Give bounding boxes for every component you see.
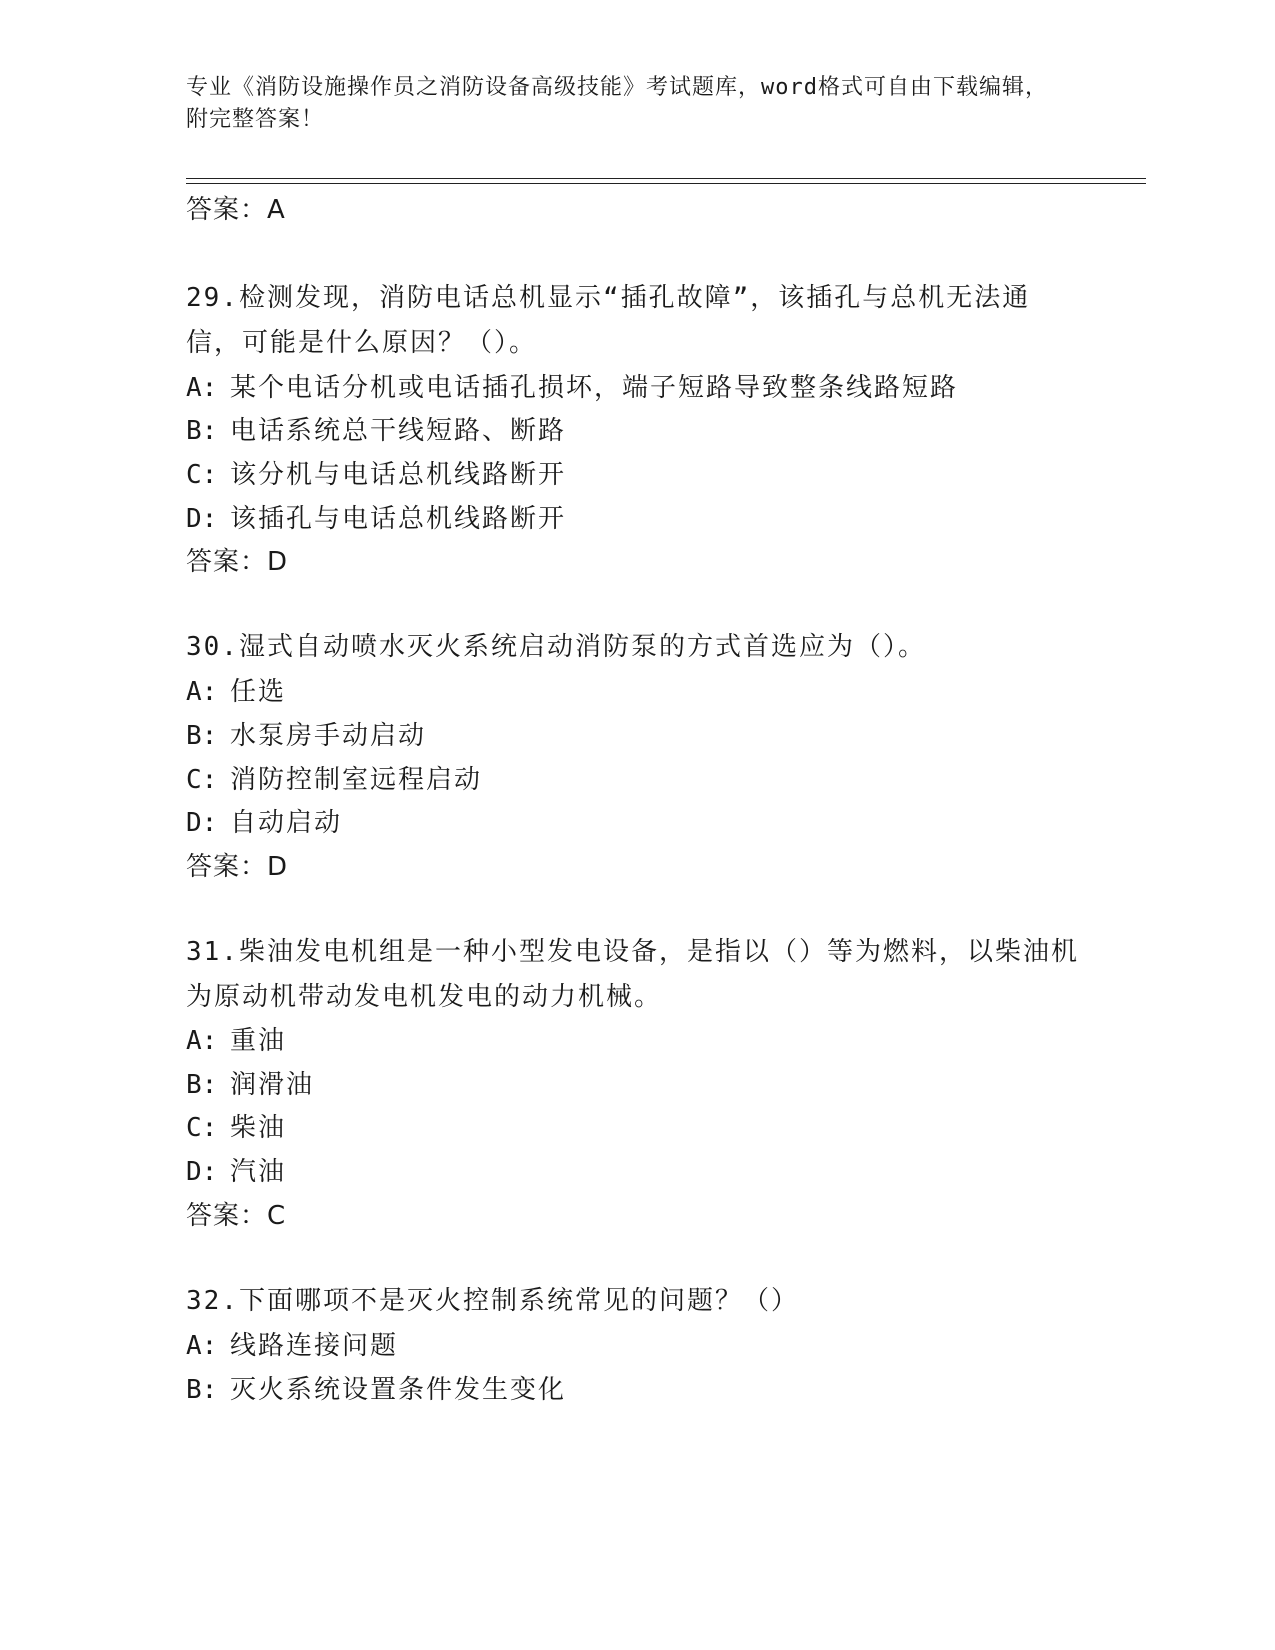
option-text: 自动启动 [230,808,343,838]
document-header: 专业《消防设施操作员之消防设备高级技能》考试题库，word格式可自由下载编辑，附完整答案！ [186,75,1048,132]
option-text: 该插孔与电话总机线路断开 [230,504,567,534]
option-label: C: [186,1113,218,1143]
question-32-stem: 32.下面哪项不是灭火控制系统常见的问题？（） [186,1286,799,1316]
option-label: D: [186,808,218,838]
option-text: 汽油 [230,1157,287,1187]
option-text: 某个电话分机或电话插孔损坏，端子短路导致整条线路短路 [230,373,959,403]
question-29-option-a [186,371,958,405]
option-text: 线路连接问题 [230,1331,399,1361]
option-label: B: [186,721,218,751]
option-text: 电话系统总干线短路、断路 [230,416,567,446]
option-text: 灭火系统设置条件发生变化 [230,1375,567,1405]
option-label: A: [186,1026,218,1056]
option-text: 柴油 [230,1113,287,1143]
question-30-option-d [186,806,342,840]
question-29-option-c [186,458,566,492]
question-31-stem: 31.柴油发电机组是一种小型发电设备，是指以（）等为燃料，以柴油机为原动机带动发电机发电的动力机械。 [186,937,1079,1012]
option-label: B: [186,1070,218,1100]
question-31-option-c [186,1111,286,1145]
answer-q31: 答案：C [186,1201,287,1231]
option-text: 该分机与电话总机线路断开 [230,460,567,490]
option-label: B: [186,1375,218,1405]
option-label: C: [186,765,218,795]
answer-q28: 答案：A [186,195,286,225]
question-31-option-d [186,1155,286,1189]
header-divider-bottom [186,183,1146,184]
answer-q30: 答案：D [186,852,289,882]
question-30-stem: 30.湿式自动喷水灭火系统启动消防泵的方式首选应为（）。 [186,632,926,662]
question-32-option-b [186,1373,566,1407]
option-label: D: [186,1157,218,1187]
option-text: 水泵房手动启动 [230,721,427,751]
question-29-option-b [186,414,566,448]
question-31-option-b [186,1068,314,1102]
option-text: 消防控制室远程启动 [230,765,483,795]
option-label: A: [186,677,218,707]
option-label: B: [186,416,218,446]
option-label: C: [186,460,218,490]
option-label: A: [186,1331,218,1361]
question-31-option-a [186,1024,286,1058]
question-29-stem: 29.检测发现，消防电话总机显示“插孔故障”，该插孔与总机无法通信，可能是什么原因？（）。 [186,283,1031,358]
header-divider-top [186,178,1146,179]
question-30-option-b [186,719,426,753]
question-32-option-a [186,1329,398,1363]
option-label: D: [186,504,218,534]
answer-q29: 答案：D [186,547,289,577]
question-30-option-a [186,675,286,709]
option-text: 重油 [230,1026,287,1056]
option-label: A: [186,373,218,403]
question-30-option-c [186,763,482,797]
option-text: 任选 [230,677,287,707]
option-text: 润滑油 [230,1070,315,1100]
question-29-option-d [186,502,566,536]
